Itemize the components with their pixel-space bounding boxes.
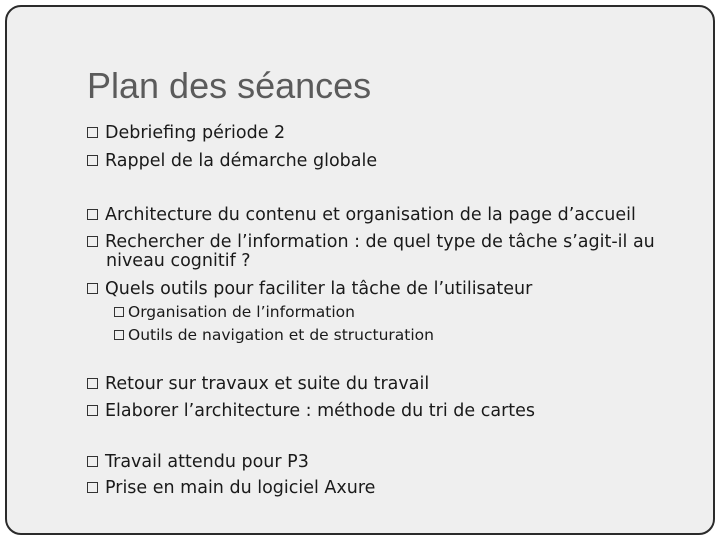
- slide-title: Plan des séances: [87, 65, 372, 106]
- bullet-item: [87, 478, 375, 498]
- checkbox-bullet-icon: [87, 283, 98, 294]
- bullet-item: [87, 452, 309, 472]
- checkbox-bullet-icon: [87, 236, 98, 247]
- checkbox-bullet-icon: [87, 209, 98, 220]
- bullet-item: [87, 151, 377, 171]
- sub-bullet-item: [114, 326, 434, 344]
- bullet-item: [87, 123, 285, 143]
- bullet-text: Elaborer l’architecture : méthode du tri de cartes: [105, 401, 536, 421]
- bullet-item: [87, 401, 535, 421]
- sub-bullet-text: Organisation de l’information: [128, 303, 355, 321]
- bullet-item: [87, 232, 655, 270]
- slide: [5, 5, 715, 535]
- bullet-text: Debriefing période 2: [105, 123, 286, 143]
- bullet-text: Prise en main du logiciel Axure: [105, 478, 376, 498]
- bullet-text: Rappel de la démarche globale: [105, 151, 378, 171]
- checkbox-bullet-icon: [87, 127, 98, 138]
- bullet-text: Quels outils pour faciliter la tâche de l’utilisateur: [105, 279, 533, 299]
- checkbox-bullet-icon: [114, 330, 124, 340]
- checkbox-bullet-icon: [114, 307, 124, 317]
- sub-bullet-item: [114, 303, 355, 321]
- sub-bullet-text: Outils de navigation et de structuration: [128, 326, 434, 344]
- bullet-text: Rechercher de l’information : de quel type de tâche s’agit-il au: [105, 232, 655, 252]
- checkbox-bullet-icon: [87, 155, 98, 166]
- bullet-text: Travail attendu pour P3: [105, 452, 309, 472]
- bullet-item: [87, 374, 429, 394]
- checkbox-bullet-icon: [87, 378, 98, 389]
- bullet-item: [87, 205, 636, 225]
- bullet-text: Architecture du contenu et organisation de la page d’accueil: [105, 205, 636, 225]
- bullet-item: [87, 279, 532, 299]
- bullet-text-continuation: niveau cognitif ?: [106, 251, 251, 271]
- checkbox-bullet-icon: [87, 456, 98, 467]
- bullet-text: Retour sur travaux et suite du travail: [105, 374, 430, 394]
- checkbox-bullet-icon: [87, 405, 98, 416]
- checkbox-bullet-icon: [87, 482, 98, 493]
